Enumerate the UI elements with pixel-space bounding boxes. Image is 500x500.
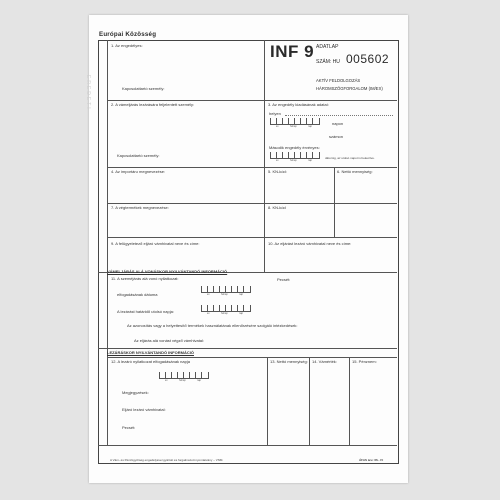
box1-label: 1. Az engedélyes:: [111, 43, 143, 48]
footer-price: ÁFAS áru: 66.- Ft: [359, 458, 384, 462]
rule-import-end: [98, 348, 397, 349]
export-section-title: LEZÁRÁSKOR NYILVÁNTANDÓ INFORMÁCIÓ: [107, 350, 194, 355]
procedure-line-1: AKTÍV FELDOLGOZÁS: [316, 78, 361, 83]
export-date-field[interactable]: év hónap nap: [159, 372, 219, 382]
box1-contact: Kapcsolattartó személy:: [122, 86, 165, 91]
box3-date-field[interactable]: év hónap nap: [270, 118, 330, 128]
import-date-field[interactable]: év hónap nap: [201, 286, 261, 296]
box10-label: 10. Az eljárást lezáró vámhivatal neve és címe:: [268, 241, 352, 246]
rule-row2: [107, 167, 397, 168]
serial-number: 005602: [346, 52, 390, 66]
import-date-label: elfogadásának dátuma: [117, 292, 158, 297]
box3-label: 3. Az engedély kiadásának adatai:: [268, 102, 329, 107]
import-deadline-label: A lezárást határidő utolsó napja:: [117, 309, 174, 314]
box3-number: számon: [329, 134, 344, 139]
form-kind: ADATLAP: [316, 44, 339, 50]
form-code: INF 9: [270, 42, 315, 61]
box3-extend-tail: dátumig, az utolsó napot is beleértve.: [325, 156, 375, 160]
box13-label: 13. Nettó mennyiség:: [270, 359, 308, 364]
box3-extend: Második engedély érvényes:: [269, 145, 320, 150]
import-deadline-field[interactable]: év hónap nap: [201, 305, 261, 315]
import-section-title: VÁMELJÁRÁS ALÁ VONÁSKOR NYILVÁNTANDÓ INFORMÁCIÓ: [107, 269, 228, 274]
box12-label: 12. A lezáró nyilatkozat elfogadásának napja: [111, 359, 190, 364]
side-stamp: EREDETI: [85, 75, 91, 111]
rule-row3: [107, 203, 397, 204]
box15-label: 15. Pénznem:: [352, 359, 377, 364]
import-stamp-label: Pecsét:: [277, 277, 291, 282]
box2-contact: Kapcsolattartó személy:: [117, 153, 160, 158]
box8-label: 8. KN-kód: [268, 205, 286, 210]
form-sheet: [85, 15, 408, 483]
box14-label: 14. Vámérték:: [312, 359, 337, 364]
rule-export-end: [98, 445, 397, 446]
box5-label: 5. KN-kód:: [268, 169, 287, 174]
box9-label: 9. A felügyeletező eljáró vámhivatal neve és címe:: [111, 241, 200, 246]
footer-printer-note: A Vám- és Pénzügyőrség engedélyével gyártott és forgalmazott nyomtatvány – VNM.: [110, 458, 224, 462]
import-measures-label: Az azonosítás vagy a helyettesítő termékek használatának ellenőrzésére szolgáló intézkedések:: [127, 323, 298, 328]
box6-label: 6. Nettó mennyiség:: [337, 169, 373, 174]
export-remarks-label: Megjegyzések:: [122, 390, 149, 395]
box3-place: helyen: [269, 111, 281, 116]
export-office-label: Eljáró lezáró vámhivatal:: [122, 407, 166, 412]
rule-row1: [107, 100, 397, 101]
import-office-label: Az eljárás alá vonást végző vámhivatal:: [134, 338, 205, 343]
box4-label: 4. Az importáru megnevezése:: [111, 169, 166, 174]
rule-row4: [107, 237, 397, 238]
number-label: SZÁM: HU: [316, 59, 340, 65]
box3-extend-date-field[interactable]: év hónap nap: [270, 152, 330, 162]
box7-label: 7. A végtermékek megnevezése:: [111, 205, 169, 210]
community-title: Európai Közösség: [99, 31, 157, 38]
box2-label: 2. A vámeljárás lezárására feljelentett személy:: [111, 102, 195, 107]
procedure-line-2: HÁROMSZÖGFORGALOM (IM/EX): [316, 86, 383, 91]
box3-day: napon: [332, 121, 344, 126]
box11-label: 11. A szeméjárás alá vonó nyilatkozat:: [111, 276, 179, 281]
export-stamp-label: Pecsét:: [122, 425, 136, 430]
